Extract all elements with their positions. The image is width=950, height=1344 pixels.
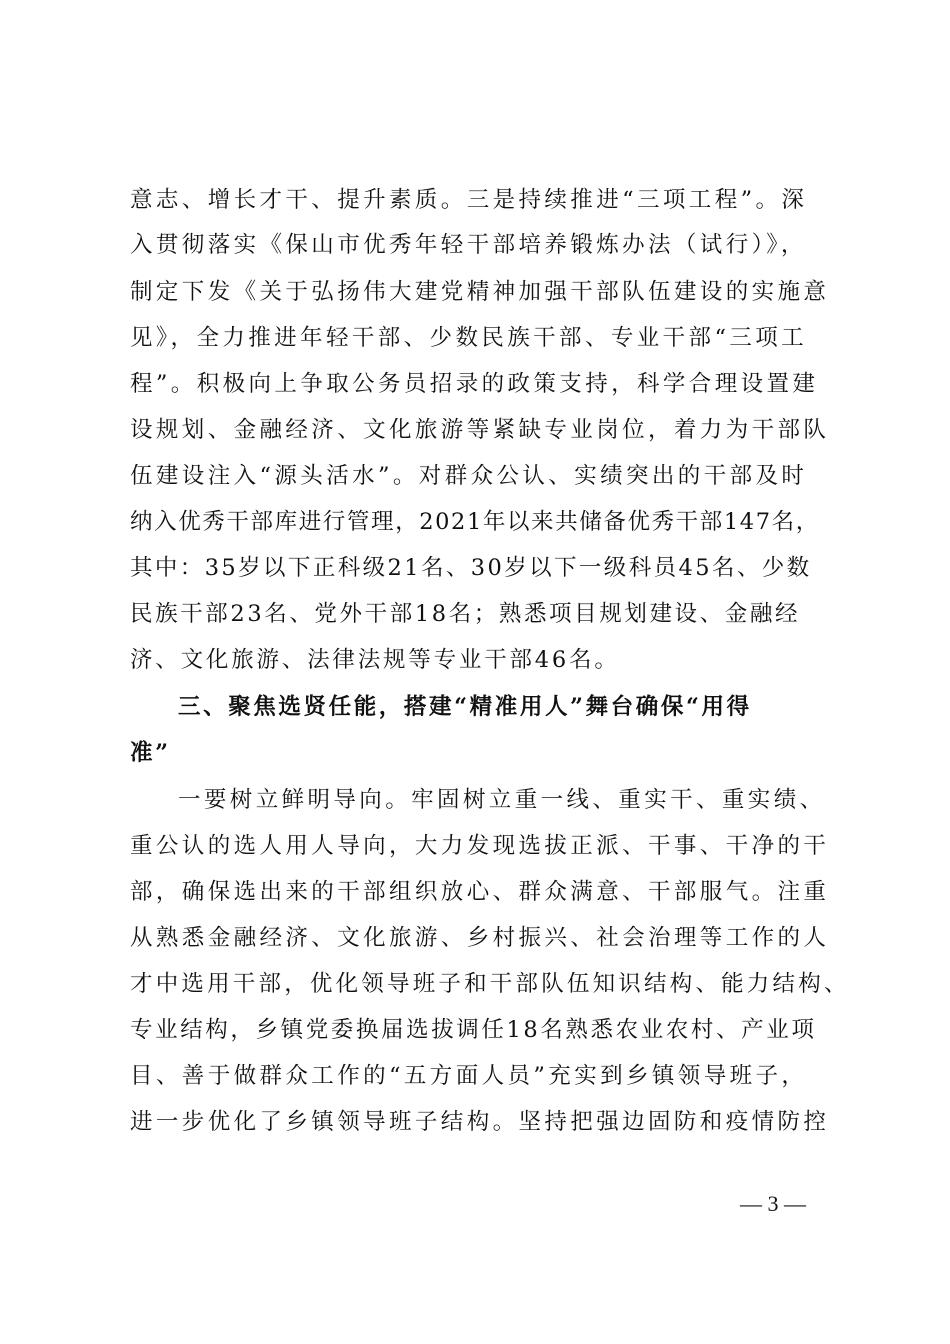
body-line: 目、善于做群众工作的“五方面人员”充实到乡镇领导班子， <box>130 1063 808 1089</box>
body-line: 见》，全力推进年轻干部、少数民族干部、专业干部“三项工 <box>130 325 808 351</box>
body-line: 进一步优化了乡镇领导班子结构。坚持把强边固防和疫情防控 <box>130 1109 830 1135</box>
body-line: 才中选用干部，优化领导班子和干部队伍知识结构、能力结构、 <box>130 971 850 997</box>
body-line: 济、文化旅游、法律法规等专业干部46名。 <box>130 647 620 673</box>
section-heading: 三、聚焦选贤任能，搭建“精准用人”舞台确保“用得 <box>178 694 752 720</box>
body-line: 专业结构，乡镇党委换届选拔调任18名熟悉农业农村、产业项 <box>130 1017 817 1043</box>
body-line: 一要树立鲜明导向。牢固树立重一线、重实干、重实绩、 <box>178 787 826 813</box>
body-line: 纳入优秀干部库进行管理，2021年以来共储备优秀干部147名， <box>130 509 820 535</box>
body-line: 入贯彻落实《保山市优秀年轻干部培养锻炼办法（试行）》， <box>130 232 807 258</box>
body-line: 从熟悉金融经济、文化旅游、乡村振兴、社会治理等工作的人 <box>130 925 830 951</box>
body-line: 其中：35岁以下正科级21名、30岁以下一级科员45名、少数 <box>130 555 812 581</box>
page-number: — 3 — <box>740 1191 806 1216</box>
body-line: 设规划、金融经济、文化旅游等紧缺专业岗位，着力为干部队 <box>130 417 830 443</box>
body-line: 重公认的选人用人导向，大力发现选拔正派、干事、干净的干 <box>130 833 830 859</box>
body-line: 伍建设注入“源头活水”。对群众公认、实绩突出的干部及时 <box>130 463 808 489</box>
body-line: 民族干部23名、党外干部18名；熟悉项目规划建设、金融经 <box>130 601 801 627</box>
body-line: 程”。积极向上争取公务员招录的政策支持，科学合理设置建 <box>130 371 819 397</box>
section-heading-continued: 准” <box>130 740 171 766</box>
body-line: 意志、增长才干、提升素质。三是持续推进“三项工程”。深 <box>130 187 808 213</box>
body-line: 部，确保选出来的干部组织放心、群众满意、干部服气。注重 <box>130 879 830 905</box>
body-line: 制定下发《关于弘扬伟大建党精神加强干部队伍建设的实施意 <box>130 279 830 305</box>
